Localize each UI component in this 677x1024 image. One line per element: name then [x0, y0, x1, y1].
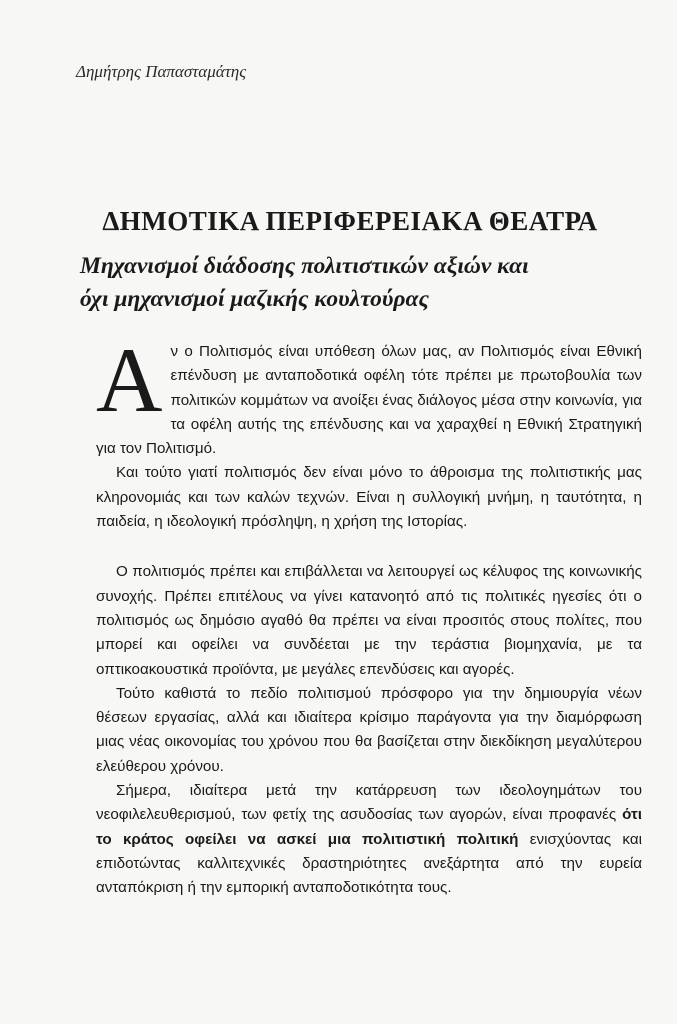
paragraph-2: Και τούτο γιατί πολιτισμός δεν είναι μόνο το άθροισμα της πολιτιστικής μας κληρονομιάς και των καλών τεχνών. Είναι η συλλογική μνήμη, η ταυτότητα, η παιδεία, η ιδεολογική πρόσληψη, η χρήση της Ιστορίας. [96, 464, 642, 531]
body-text [96, 329, 642, 901]
subtitle-line-1: Μηχανισμοί διάδοσης πολιτιστικών αξιών και [80, 253, 529, 279]
running-head-author: Δημήτρης Παπασταμάτης [76, 62, 247, 81]
paragraph-gap [96, 534, 642, 560]
paragraph-4: Τούτο καθιστά το πεδίο πολιτισμού πρόσφορο για την δημιουργία νέων θέσεων εργασίας, αλλά και ιδιαίτερα κρίσιμο παράγοντα για την διαμόρφωση μιας νέας οικονομίας του χρόνου που θα βασίζεται στην διεκδίκηση μεγαλύτερου ελεύθερου χρόνου. [96, 684, 642, 775]
paragraph-5 [96, 779, 642, 900]
chapter-title: ΔΗΜΟΤΙΚΑ ΠΕΡΙΦΕΡΕΙΑΚΑ ΘΕΑΤΡΑ [102, 206, 598, 236]
paragraph-3: Ο πολιτισμός πρέπει και επιβάλλεται να λειτουργεί ως κέλυφος της κοινωνικής συνοχής. Πρέπει επιτέλους να γίνει κατανοητό από τις πολιτικές ηγεσίες ότι ο πολιτισμός ως δημόσιο αγαθό θα πρέπει να είναι προσιτός στους πολίτες, που μπορεί και οφείλει να συνδέεται με την τεράστια βιομηχανία, με τα οπτικοακουστικά προϊόντα, με μεγάλες επενδύσεις και αγορές. [96, 563, 642, 678]
paragraph-5-bold-phrase: ότι το κράτος οφείλει να ασκεί μια πολιτιστική πολιτική [96, 806, 642, 848]
subtitle-line-2: όχι μηχανισμοί μαζικής κουλτούρας [80, 286, 430, 312]
paragraph-5-text-start: Σήμερα, ιδιαίτερα μετά την κατάρρευση των ιδεολογημάτων του νεοφιλελευθερισμού, των φετίχ της ασυδοσίας των αγορών, είναι προφανές [96, 782, 642, 824]
drop-cap: Α [96, 329, 163, 431]
paragraph-5-text-end: ενισχύοντας και επιδοτώντας καλλιτεχνικές δραστηριότητες ανεξάρτητα από την ευρεία ανταπόκριση ή την εμπορική ανταποδοτικότητα τους. [96, 830, 642, 897]
paragraph-1 [96, 329, 642, 461]
chapter-subtitle [80, 250, 640, 316]
paragraph-1-text: ν ο Πολιτισμός είναι υπόθεση όλων μας, αν Πολιτισμός είναι Εθνική επένδυση με ανταποδοτικά οφέλη τότε πρέπει με πρωτοβουλία των πολιτικών κομμάτων να ανοίξει ένας διάλογος μέσα στην κοινωνία, για τα οφέλη αυτής της επένδυσης και να χαραχθεί η Εθνική Στρατηγική για τον Πολιτισμό. [96, 343, 642, 458]
